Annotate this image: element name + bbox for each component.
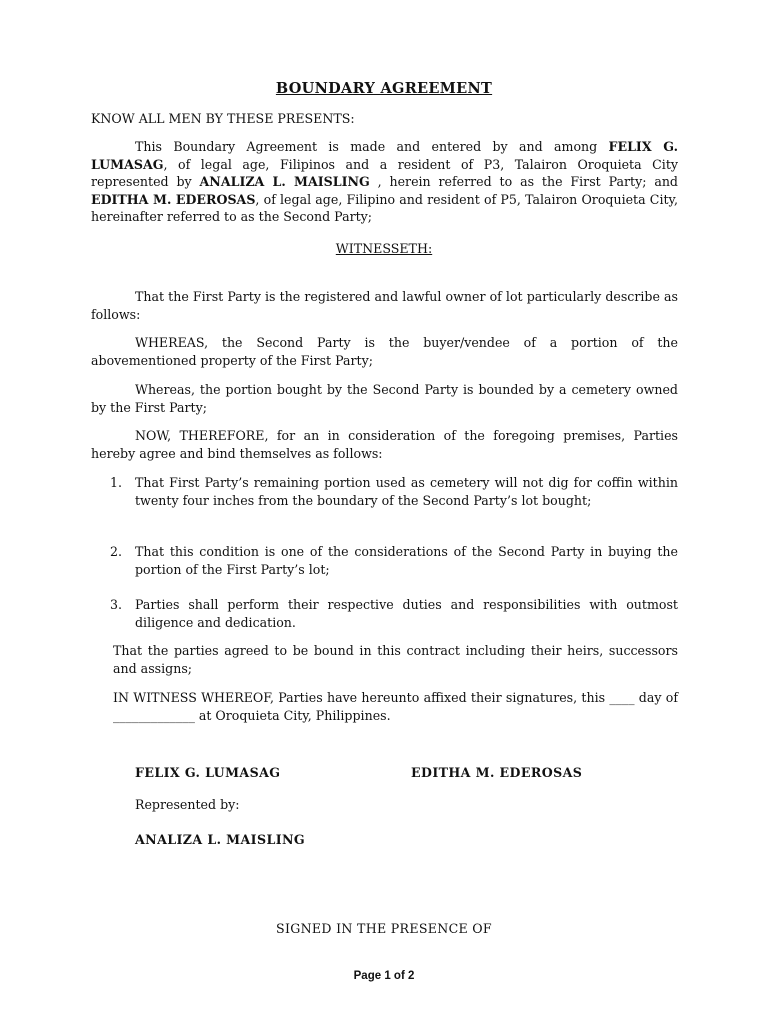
signatory-first-party: FELIX G. LUMASAG [135, 765, 281, 780]
list-item: 2. That this condition is one of the considerations of the Second Party in buying the portion of the First Party’s lot; [110, 544, 678, 577]
witnesseth-heading: WITNESSETH: [335, 241, 433, 256]
heirs-paragraph: That the parties agreed to be bound in this contract including their heirs, successors and assigns; [113, 643, 678, 676]
representative-name: ANALIZA L. MAISLING [199, 174, 370, 189]
represented-by-label: Represented by: [135, 797, 240, 812]
list-item: 1. That First Party’s remaining portion used as cemetery will not dig for coffin within twenty four inches from the boundary of the Second Party’s lot bought; [110, 475, 678, 508]
signed-presence-heading: SIGNED IN THE PRESENCE OF [276, 921, 492, 936]
salutation: KNOW ALL MEN BY THESE PRESENTS: [91, 111, 355, 126]
signatory-representative: ANALIZA L. MAISLING [135, 832, 306, 847]
witness-whereof-paragraph: IN WITNESS WHEREOF, Parties have hereunto affixed their signatures, this ____ day of _____________ at Oroquieta City, Philippines. [113, 690, 678, 723]
second-party-name: EDITHA M. EDEROSAS [91, 191, 256, 207]
paragraph-buyer: WHEREAS, the Second Party is the buyer/vendee of a portion of the abovementioned property of the First Party; [91, 335, 678, 368]
paragraph-therefore: NOW, THEREFORE, for an in consideration of the foregoing premises, Parties hereby agree and bind themselves as follows: [91, 428, 678, 461]
list-item: 3. Parties shall perform their respective duties and responsibilities with outmost diligence and dedication. [110, 597, 678, 630]
paragraph-bounded: Whereas, the portion bought by the Second Party is bounded by a cemetery owned by the First Party; [91, 382, 678, 415]
document-title: BOUNDARY AGREEMENT [275, 80, 493, 97]
paragraph-owner: That the First Party is the registered and lawful owner of lot particularly describe as follows: [91, 289, 678, 322]
page-number: Page 1 of 2 [353, 970, 415, 982]
intro-paragraph: This Boundary Agreement is made and entered by and among FELIX G. LUMASAG, of legal age, Filipinos and a resident of P3, Talairon Oroquieta City represented by ANALIZA L. MAISLING , herein referred to as the First Party; and EDITHA M. EDEROSAS, of legal age, Filipino and resident of P5, Talairon Oroquieta City, hereinafter referred to as the Second Party; [91, 139, 678, 224]
first-party-name: FELIX G. LUMASAG [91, 139, 678, 172]
signatory-second-party: EDITHA M. EDEROSAS [411, 765, 583, 780]
